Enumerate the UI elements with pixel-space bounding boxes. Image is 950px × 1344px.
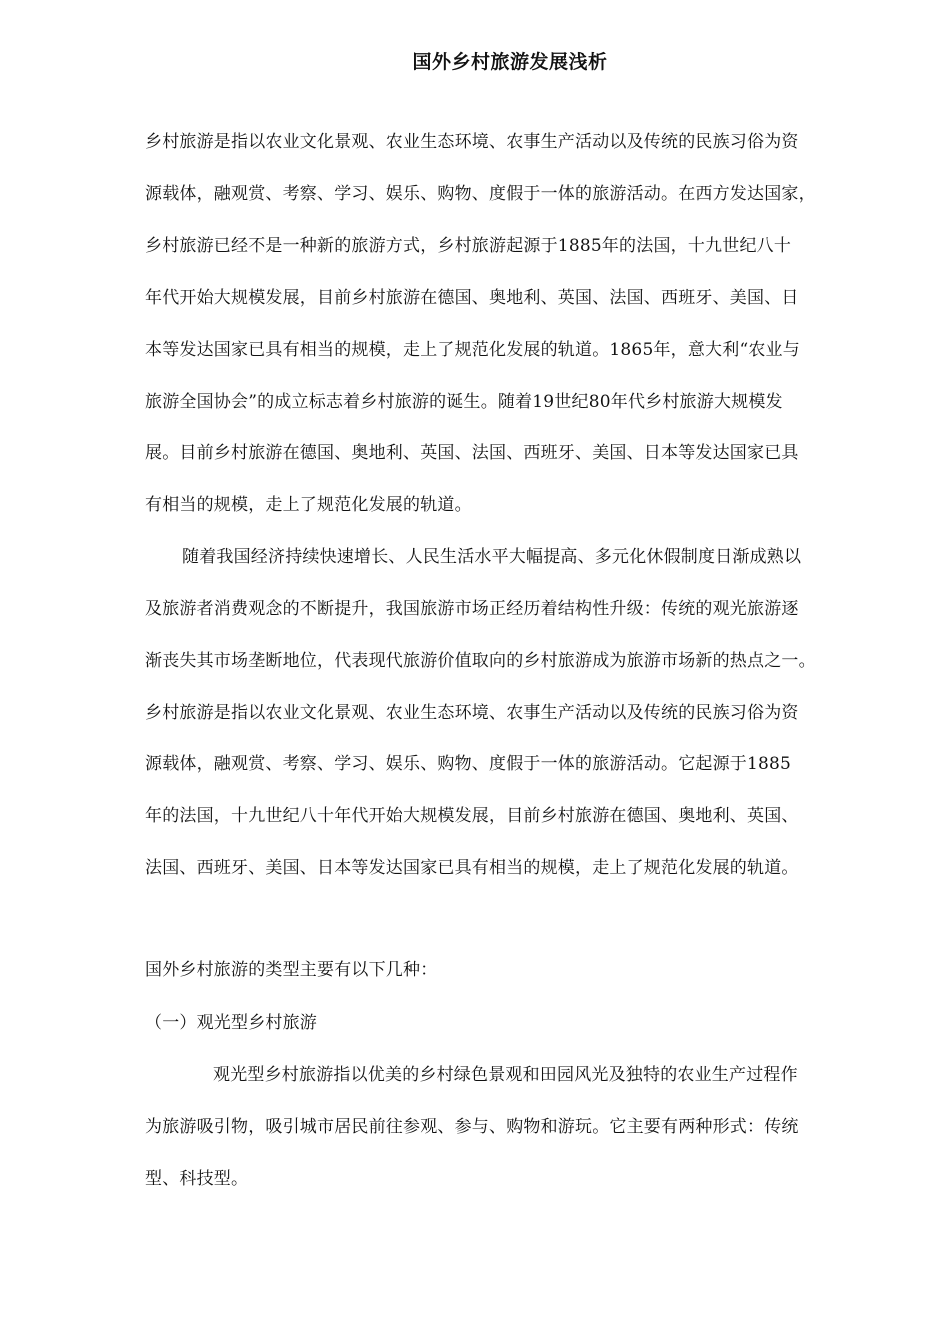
types-intro: 国外乡村旅游的类型主要有以下几种： <box>145 960 438 980</box>
paragraph2-line: 及旅游者消费观念的不断提升，我国旅游市场正经历着结构性升级：传统的观光旅游逐 <box>145 599 799 619</box>
paragraph1-line: 乡村旅游已经不是一种新的旅游方式，乡村旅游起源于1885年的法国，十九世纪八十 <box>145 236 792 256</box>
section1-line: 型、科技型。 <box>145 1169 249 1189</box>
paragraph1-line: 乡村旅游是指以农业文化景观、农业生态环境、农事生产活动以及传统的民族习俗为资 <box>145 132 799 152</box>
paragraph2-line: 渐丧失其市场垄断地位，代表现代旅游价值取向的乡村旅游成为旅游市场新的热点之一。 <box>145 651 816 671</box>
paragraph1-line: 本等发达国家已具有相当的规模，走上了规范化发展的轨道。1865年，意大利“农业与 <box>145 340 800 360</box>
paragraph1-line: 旅游全国协会”的成立标志着乡村旅游的诞生。随着19世纪80年代乡村旅游大规模发 <box>145 392 783 412</box>
paragraph2-line: 乡村旅游是指以农业文化景观、农业生态环境、农事生产活动以及传统的民族习俗为资 <box>145 703 799 723</box>
section1-line: 为旅游吸引物，吸引城市居民前往参观、参与、购物和游玩。它主要有两种形式：传统 <box>145 1117 799 1137</box>
paragraph2-line: 随着我国经济持续快速增长、人民生活水平大幅提高、多元化休假制度日渐成熟以 <box>182 547 802 567</box>
document-title: 国外乡村旅游发展浅析 <box>412 51 608 73</box>
section1-line: 观光型乡村旅游指以优美的乡村绿色景观和田园风光及独特的农业生产过程作 <box>213 1065 798 1085</box>
paragraph2-line: 年的法国，十九世纪八十年代开始大规模发展，目前乡村旅游在德国、奥地利、英国、 <box>145 806 799 826</box>
paragraph1-line: 展。目前乡村旅游在德国、奥地利、英国、法国、西班牙、美国、日本等发达国家已具 <box>145 443 799 463</box>
section-heading: （一）观光型乡村旅游 <box>145 1013 317 1033</box>
paragraph1-line: 有相当的规模，走上了规范化发展的轨道。 <box>145 495 472 515</box>
paragraph1-line: 源载体，融观赏、考察、学习、娱乐、购物、度假于一体的旅游活动。在西方发达国家， <box>145 184 816 204</box>
paragraph1-line: 年代开始大规模发展，目前乡村旅游在德国、奥地利、英国、法国、西班牙、美国、日 <box>145 288 799 308</box>
paragraph2-line: 源载体，融观赏、考察、学习、娱乐、购物、度假于一体的旅游活动。它起源于1885 <box>145 754 792 774</box>
paragraph2-line: 法国、西班牙、美国、日本等发达国家已具有相当的规模，走上了规范化发展的轨道。 <box>145 858 799 878</box>
